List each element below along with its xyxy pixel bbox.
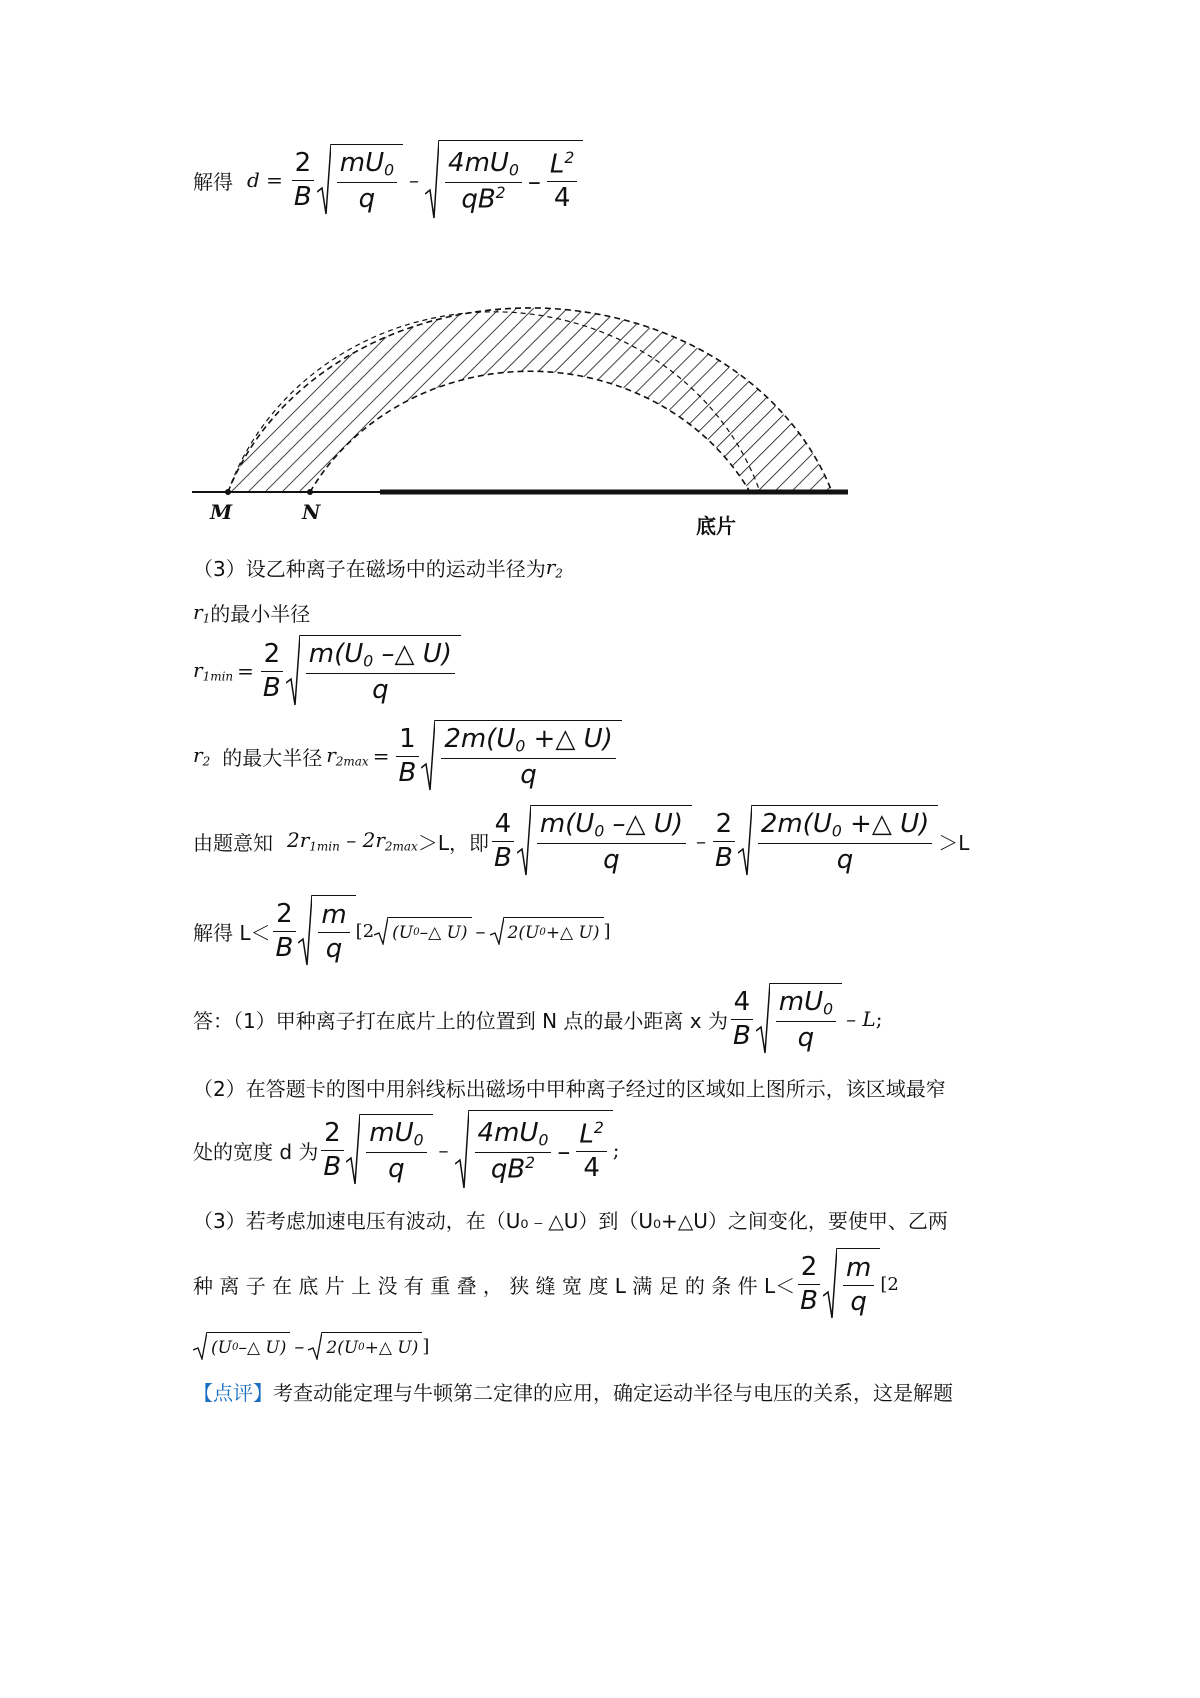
- answer-1-text: 答：（1）甲种离子打在底片上的位置到 N 点的最小距离 x 为: [193, 1008, 728, 1033]
- answer-3-line2-text: 种 离 子 在 底 片 上 没 有 重 叠 ， 狭 缝 宽 度 L 满 足 的 条 件 L＜: [193, 1273, 796, 1298]
- answer-3-line1: （3）若考虑加速电压有波动，在（U₀﹣△U）到（U₀+△U）之间变化，要使甲、乙两: [193, 1209, 948, 1233]
- point-N: [307, 489, 313, 495]
- part3-intro-text: （3）设乙种离子在磁场中的运动半径为: [193, 557, 546, 581]
- equation-solve-L: 解得 L＜ $\frac{2}{B}$ $\frac{m}{q}$ [2 (U 0 –△ U) – 2(U 0 +△ U) ]: [193, 895, 611, 967]
- equation-r1min: $r_{1min}$ = $\frac{2}{B}$ $\frac{m(U_0 -\triangle U)}{q}$: [193, 635, 461, 707]
- comment-tag: 【点评】: [193, 1381, 273, 1405]
- answer-2-line1: （2）在答题卡的图中用斜线标出磁场中甲种离子经过的区域如上图所示，该区域最窄: [193, 1077, 946, 1101]
- answer-1: 答：（1）甲种离子打在底片上的位置到 N 点的最小距离 x 为 $\frac{4}{B}$ $\frac{mU_0}{q}$ – L ;: [193, 983, 882, 1055]
- minus-sign: –: [409, 168, 420, 192]
- answer-2-prefix: 处的宽度 d 为: [193, 1139, 319, 1164]
- gt-L-text: ＞L，即: [417, 830, 489, 855]
- equation-d: [193, 140, 583, 220]
- var-d: d =: [247, 168, 283, 192]
- frac-2-B: $\frac{2}{B}$: [291, 149, 315, 211]
- hatched-region: [180, 220, 880, 520]
- point-M: [225, 489, 231, 495]
- r1-min-line: [193, 598, 310, 627]
- var-r2: $r_2$: [545, 554, 563, 581]
- answer-3-line2: 种 离 子 在 底 片 上 没 有 重 叠 ， 狭 缝 宽 度 L 满 足 的 条 件 L＜ $\frac{2}{B}$ $\frac{m}{q}$ [2: [193, 1248, 899, 1320]
- solve-L-text: 解得 L＜: [193, 920, 271, 945]
- label-film: 底片: [696, 514, 736, 538]
- sqrt-mU0-q: $\frac{mU_0}{q}$: [317, 144, 403, 216]
- semicircle-diagram: [180, 220, 880, 550]
- r2-max-text: 的最大半径: [222, 745, 323, 770]
- label-N: N: [302, 500, 321, 524]
- answer-2-line2: 处的宽度 d 为 $\frac{2}{B}$ $\frac{mU_0}{q}$ – $\frac{4mU_0}{qB^2}$ – $\frac{L^2}{4}$ ;: [193, 1110, 620, 1190]
- part3-intro: [193, 553, 563, 582]
- label-M: M: [210, 500, 233, 524]
- equation-r2max: $r_2$ 的最大半径 $r_{2max}$ = $\frac{1}{B}$ $\frac{2m(U_0 +\triangle U)}{q}$: [193, 720, 622, 792]
- gt-L2-text: ＞L: [938, 830, 970, 855]
- answer-3-line3: (U 0 –△ U) – 2(U 0 +△ U) ]: [193, 1332, 429, 1360]
- r1-min-text: 的最小半径: [210, 602, 311, 626]
- from-question-text: 由题意知: [193, 830, 273, 855]
- comment-text: 考查动能定理与牛顿第二定律的应用，确定运动半径与电压的关系，这是解题: [273, 1381, 953, 1405]
- sqrt-4mU0-L2: $\frac{4mU_0}{qB^2}$ – $\frac{L^2}{4}$: [425, 140, 583, 220]
- comment-line: [193, 1377, 953, 1406]
- label-solve: 解得: [193, 169, 233, 194]
- var-r1: $r_1$: [193, 599, 211, 626]
- equation-condition: 由题意知 $2r_{1min} - 2r_{2max}$ ＞L，即 $\frac{4}{B}$ $\frac{m(U_0 -\triangle U)}{q}$ – $\frac{2}{B}$ $\frac{2m(U_0 +\triangle U)}{q}$ ＞L: [193, 805, 969, 877]
